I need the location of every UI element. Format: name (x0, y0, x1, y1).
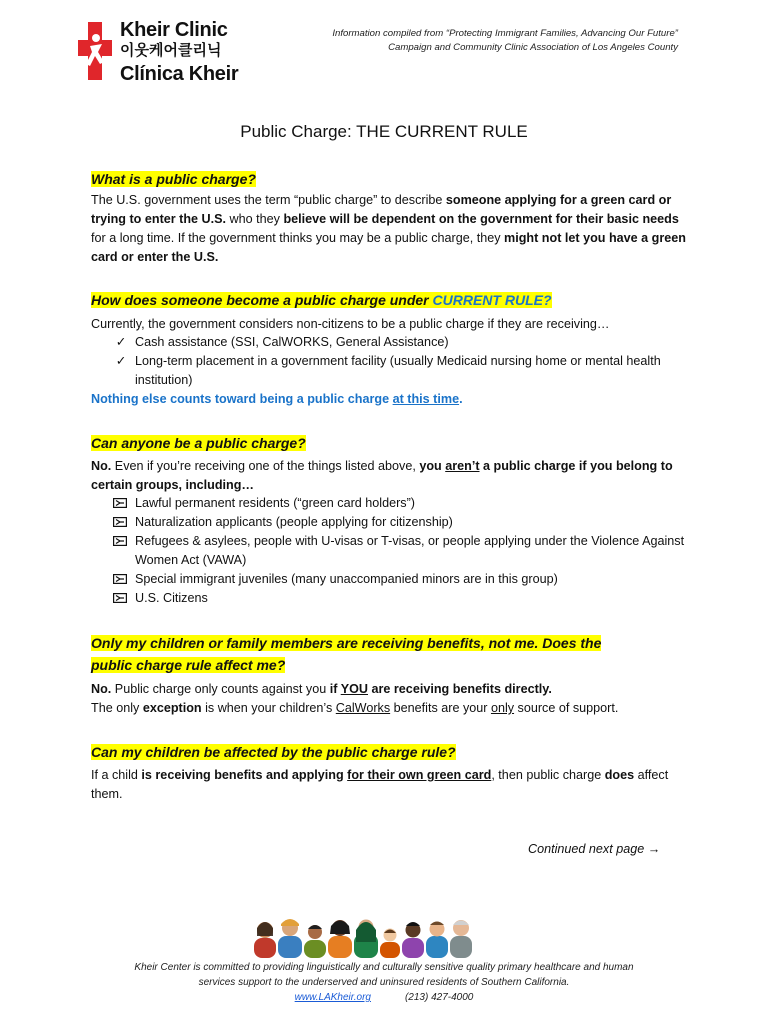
credit-line-1: Information compiled from “Protecting Immigrant Families, Advancing Our Future” (332, 28, 678, 39)
bold-text (141, 768, 491, 782)
question-children-affected (91, 741, 456, 763)
diverse-people-illustration (252, 912, 474, 958)
question-how-become-public-charge (91, 289, 552, 311)
text: is when your children’s (201, 701, 336, 715)
arrow-box-icon (113, 517, 127, 527)
current-rule-intro: Currently, the government considers non-citizens to be a public charge if they are receiving… (91, 317, 610, 331)
source-credit (298, 27, 678, 55)
text: Nothing else counts toward being a public charge (91, 392, 393, 406)
bold-text (330, 682, 552, 696)
text: is receiving benefits and applying (141, 768, 348, 782)
current-rule-text: CURRENT RULE? (432, 292, 552, 308)
list-item (113, 570, 693, 589)
text: , then public charge (491, 768, 605, 782)
text: The only (91, 701, 143, 715)
list-item-text: Refugees & asylees, people with U-visas or T-visas, or people applying under the Violence Against Women Act (VAWA) (135, 534, 685, 567)
highlight (91, 292, 552, 308)
website-link[interactable]: www.LAKheir.org (294, 992, 371, 1003)
text: affect them. (91, 768, 669, 801)
list-item (113, 532, 693, 570)
question-what-is-public-charge (91, 168, 256, 190)
bold-text: believe will be dependent on the government for their basic needs (283, 212, 679, 226)
text: source of support. (514, 701, 619, 715)
bold-text: someone applying for a green card or trying to enter the U.S. (91, 193, 672, 226)
answer-what-is-public-charge (91, 191, 691, 267)
list-item-text: Cash assistance (SSI, CalWORKS, General Assistance) (135, 335, 449, 349)
question-text: What is a public charge? (91, 171, 256, 187)
question-can-anyone (91, 432, 306, 454)
text: a public charge if you belong to certain groups, including… (91, 459, 673, 492)
continued-next-page: Continued next page → (528, 842, 661, 856)
answer-children-affected (91, 766, 691, 804)
text: for a long time. If the government thinks you may be a public charge, they (91, 231, 505, 245)
bold-text: No. (91, 682, 112, 696)
text: Even if you’re receiving one of the things listed above, (111, 459, 420, 473)
underlined-text: aren’t (445, 459, 480, 473)
bold-text: No. (91, 459, 112, 473)
text: you (419, 459, 446, 473)
credit-line-2: Campaign and Community Clinic Association of Los Angeles County (388, 42, 678, 53)
arrow-box-icon (113, 536, 127, 546)
logo-korean-name: 이웃케어클리닉 (120, 42, 222, 59)
list-item (113, 352, 693, 390)
text: If a child (91, 768, 142, 782)
bold-text: does (604, 768, 635, 782)
checkmark-icon: ✓ (115, 354, 127, 368)
text: benefits are your (390, 701, 491, 715)
underlined-text: for their own green card (347, 768, 492, 782)
list-item (113, 589, 693, 608)
text: The U.S. government uses the term “public charge” to describe (91, 193, 446, 207)
underlined-text: YOU (340, 682, 368, 696)
nothing-else-note (91, 390, 691, 409)
list-item (113, 513, 693, 532)
question-text: Can my children be affected by the public charge rule? (91, 744, 456, 760)
list-item (113, 494, 693, 513)
arrow-box-icon (113, 574, 127, 584)
question-text: public charge rule affect me? (91, 657, 286, 673)
answer-can-anyone (91, 457, 691, 495)
question-text: Only my children or family members are receiving benefits, not me. Does the (91, 635, 602, 651)
answer-family-receiving (91, 680, 691, 718)
receiving-list (113, 333, 693, 390)
footer-mission-line-1: Kheir Center is committed to providing linguistically and culturally sensitive quality primary healthcare and human (134, 962, 634, 973)
exempt-groups-list (113, 494, 693, 608)
checkmark-icon: ✓ (115, 335, 127, 349)
list-item-text: Lawful permanent residents (“green card holders”) (135, 496, 415, 510)
question-family-receiving (91, 632, 601, 676)
phone-number: (213) 427-4000 (404, 992, 474, 1003)
list-item-text: Naturalization applicants (people applying for citizenship) (135, 515, 453, 529)
list-item-text: U.S. Citizens (135, 591, 208, 605)
page-title: Public Charge: THE CURRENT RULE (240, 122, 528, 141)
arrow-box-icon (113, 498, 127, 508)
text: . (459, 392, 463, 406)
list-item-text: Long-term placement in a government facility (usually Medicaid nursing home or mental health institution) (135, 354, 661, 387)
kheir-clinic-logo (78, 20, 238, 84)
list-item-text: Special immigrant juveniles (many unaccompanied minors are in this group) (135, 572, 558, 586)
question-text: How does someone become a public charge under (91, 292, 433, 308)
arrow-box-icon (113, 593, 127, 603)
red-cross-logo-icon (78, 22, 112, 80)
logo-english-name: Kheir Clinic (120, 19, 228, 41)
text: Public charge only counts against you (111, 682, 330, 696)
footer (60, 960, 708, 1005)
underlined-text: only (490, 701, 515, 715)
bold-text: might not let you have a green card or enter the U.S. (91, 231, 686, 264)
list-item (113, 333, 693, 352)
underlined-text: CalWorks (335, 701, 391, 715)
logo-spanish-name: Clínica Kheir (120, 63, 239, 85)
text: are receiving benefits directly. (368, 682, 552, 696)
question-text: Can anyone be a public charge? (91, 435, 306, 451)
footer-mission-line-2: services support to the underserved and uninsured residents of Southern California. (198, 977, 570, 988)
bold-text: exception (142, 701, 202, 715)
text: who they (226, 212, 284, 226)
footer-contact (60, 990, 708, 1005)
underlined-text: at this time (392, 392, 460, 406)
text: if (329, 682, 341, 696)
